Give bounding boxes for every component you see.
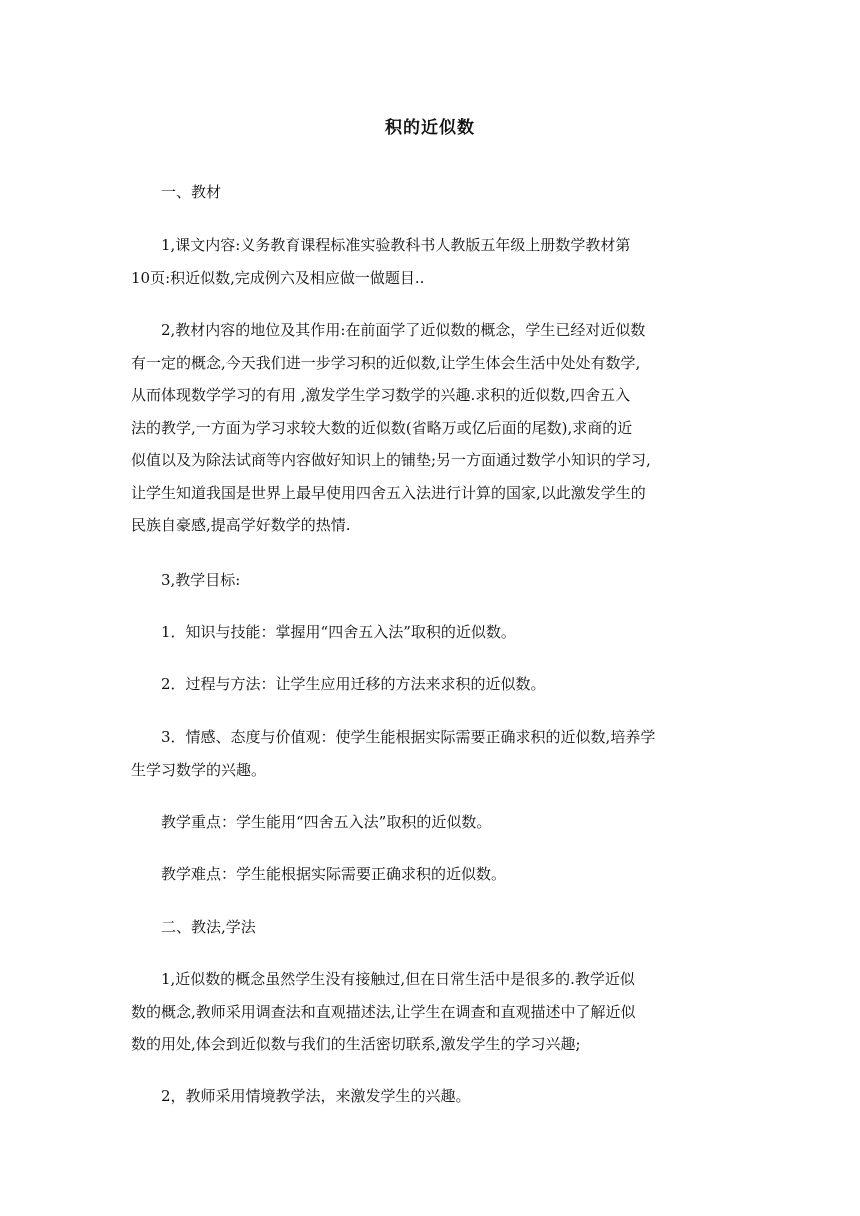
text-line: 一、教材: [161, 183, 222, 201]
text-line: 2,教材内容的地位及其作用:在前面学了近似数的概念，学生已经对近似数: [161, 321, 646, 339]
section-heading-textbook: [131, 176, 735, 209]
paragraph-goal-attitude: [131, 721, 735, 786]
text-line: 教学重点：学生能用“四舍五入法”取积的近似数。: [161, 813, 492, 831]
text-line: 1,近似数的概念虽然学生没有接触过,但在日常生活中是很多的.教学近似: [161, 970, 635, 988]
paragraph-material-role: [131, 314, 735, 542]
text-line: 数的用处,体会到近似数与我们的生活密切联系,激发学生的学习兴趣;: [131, 1035, 581, 1053]
paragraph-key-point: [131, 806, 735, 839]
paragraph-lesson-content: [131, 229, 735, 294]
paragraph-goal-knowledge: [131, 616, 735, 649]
text-line: 数的概念,教师采用调查法和直观描述法,让学生在调查和直观描述中了解近似: [131, 1002, 636, 1021]
text-line: 从而体现数学学习的有用 ,激发学生学习数学的兴趣.求积的近似数,四舍五入: [131, 386, 631, 404]
paragraph-difficult-point: [131, 858, 735, 891]
text-line: 2．过程与方法：让学生应用迁移的方法来求积的近似数。: [161, 675, 546, 693]
paragraph-method-one: [131, 963, 735, 1061]
paragraph-teaching-goals-heading: [131, 564, 735, 597]
text-line: 3．情感、态度与价值观：使学生能根据实际需要正确求积的近似数,培养学: [161, 728, 656, 746]
text-line: 生学习数学的兴趣。: [131, 760, 267, 779]
text-line: 有一定的概念,今天我们进一步学习积的近似数,让学生体会生活中处处有数学,: [131, 353, 641, 372]
text-line: 让学生知道我国是世界上最早使用四舍五入法进行计算的国家,以此激发学生的: [131, 483, 646, 502]
paragraph-method-two: [131, 1080, 735, 1113]
text-line: 1,课文内容:义务教育课程标准实验教科书人教版五年级上册数学教材第: [161, 236, 631, 254]
section-heading-methods: [131, 911, 735, 944]
text-line: 1．知识与技能：掌握用“四舍五入法”取积的近似数。: [161, 623, 516, 641]
text-line: 民族自豪感,提高学好数学的热情.: [131, 516, 351, 534]
text-line: 似值以及为除法试商等内容做好知识上的铺垫;另一方面通过数学小知识的学习,: [131, 451, 651, 469]
paragraph-goal-process: [131, 668, 735, 701]
text-line: 法的教学,一方面为学习求较大数的近似数(省略万或亿后面的尾数),求商的近: [131, 418, 633, 437]
text-line: 2，教师采用情境教学法，来激发学生的兴趣。: [161, 1087, 471, 1105]
text-line: 3,教学目标:: [161, 571, 241, 589]
document-title: 积的近似数: [385, 118, 475, 138]
text-line: 二、教法,学法: [161, 918, 256, 936]
text-line: 10页:积近似数,完成例六及相应做一做题目..: [131, 268, 425, 287]
text-line: 教学难点：学生能根据实际需要正确求积的近似数。: [161, 865, 507, 883]
